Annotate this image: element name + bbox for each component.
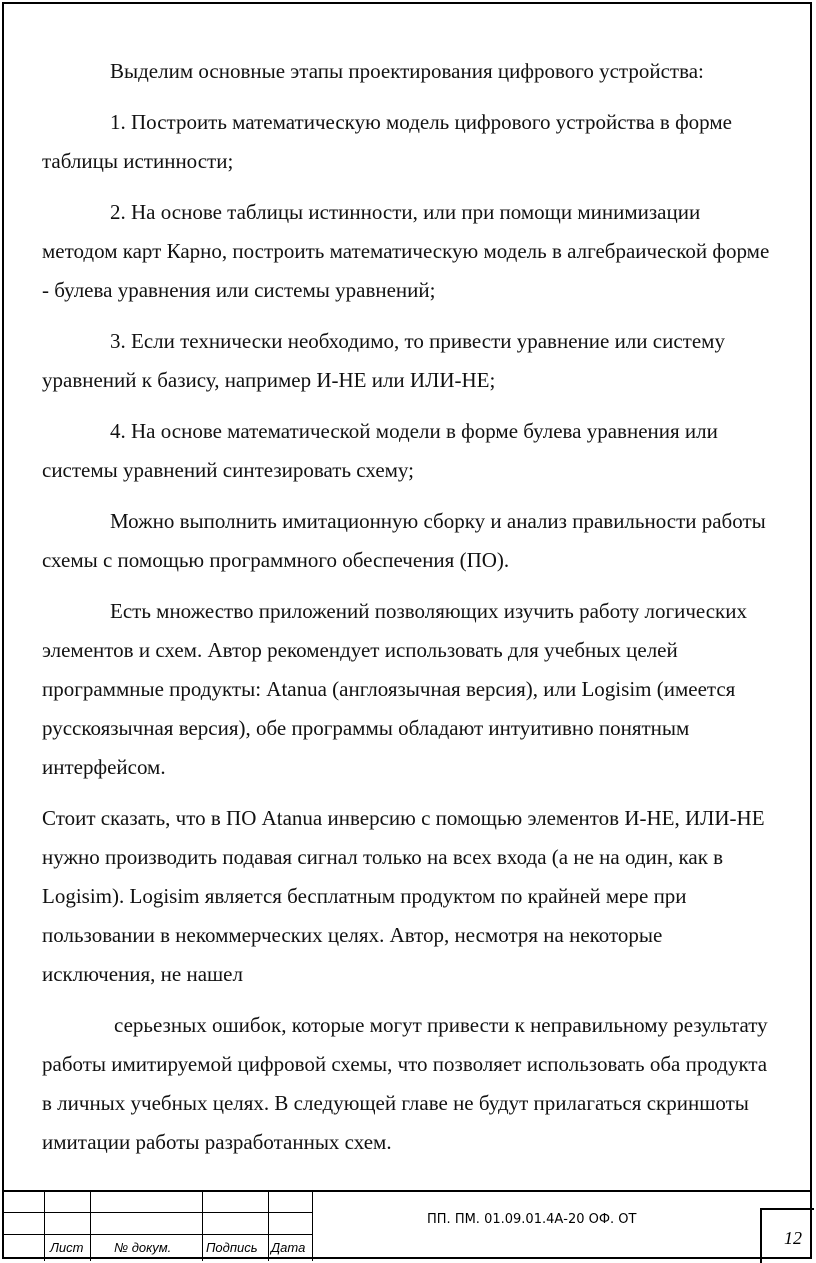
grid-line [268,1192,269,1261]
paragraph-simulation: Можно выполнить имитационную сборку и анализ правильности работы схемы с помощью программного обеспечения (ПО). [42,509,766,572]
grid-line [44,1192,45,1261]
grid-line [2,1234,312,1235]
paragraph-intro: Выделим основные этапы проектирования цифрового устройства: [110,59,704,83]
document-body [42,52,770,1174]
paragraph-step-2: 2. На основе таблицы истинности, или при помощи минимизации методом карт Карно, построить математическую модель в алгебраической форме - булева уравнения или системы уравнений; [42,200,770,302]
document-code: ПП. ПМ. 01.09.01.4А-20 ОФ. ОТ [427,1212,637,1227]
grid-line [312,1192,313,1261]
title-block-grid [2,1192,312,1261]
label-document-number: № докум. [114,1240,172,1255]
title-block [2,1190,812,1261]
sheet-number: 12 [784,1228,802,1248]
paragraph-conclusion: серьезных ошибок, которые могут привести к неправильному результату работы имитируемой цифровой схемы, что позволяет использовать оба продукта в личных учебных целях. В следующей главе не будут прилагаться скриншоты имитации работы разработанных схем. [42,1013,768,1154]
grid-line [90,1192,91,1261]
label-date: Дата [271,1240,306,1255]
grid-line [202,1192,203,1261]
paragraph-step-3: 3. Если технически необходимо, то привести уравнение или систему уравнений к базису, например И-НЕ или ИЛИ-НЕ; [42,329,725,392]
paragraph-atanua-note: Стоит сказать, что в ПО Atanua инверсию с помощью элементов И-НЕ, ИЛИ-НЕ нужно производить подавая сигнал только на всех входа (а не на один, как в Logisim). Logisim является бесплатным продуктом по крайней мере при пользовании в некоммерческих целях. Автор, несмотря на некоторые исключения, не нашел [42,806,765,986]
grid-line [2,1212,312,1213]
label-signature: Подпись [206,1240,258,1255]
paragraph-applications: Есть множество приложений позволяющих изучить работу логических элементов и схем. Автор рекомендует использовать для учебных целей программные продукты: Atanua (англоязычная версия), или Logisim (имеется русскоязычная версия), обе программы обладают интуитивно понятным интерфейсом. [42,599,747,779]
paragraph-step-1: 1. Построить математическую модель цифрового устройства в форме таблицы истинности; [42,110,732,173]
label-sheet: Лист [50,1240,84,1255]
paragraph-step-4: 4. На основе математической модели в форме булева уравнения или системы уравнений синтезировать схему; [42,419,718,482]
